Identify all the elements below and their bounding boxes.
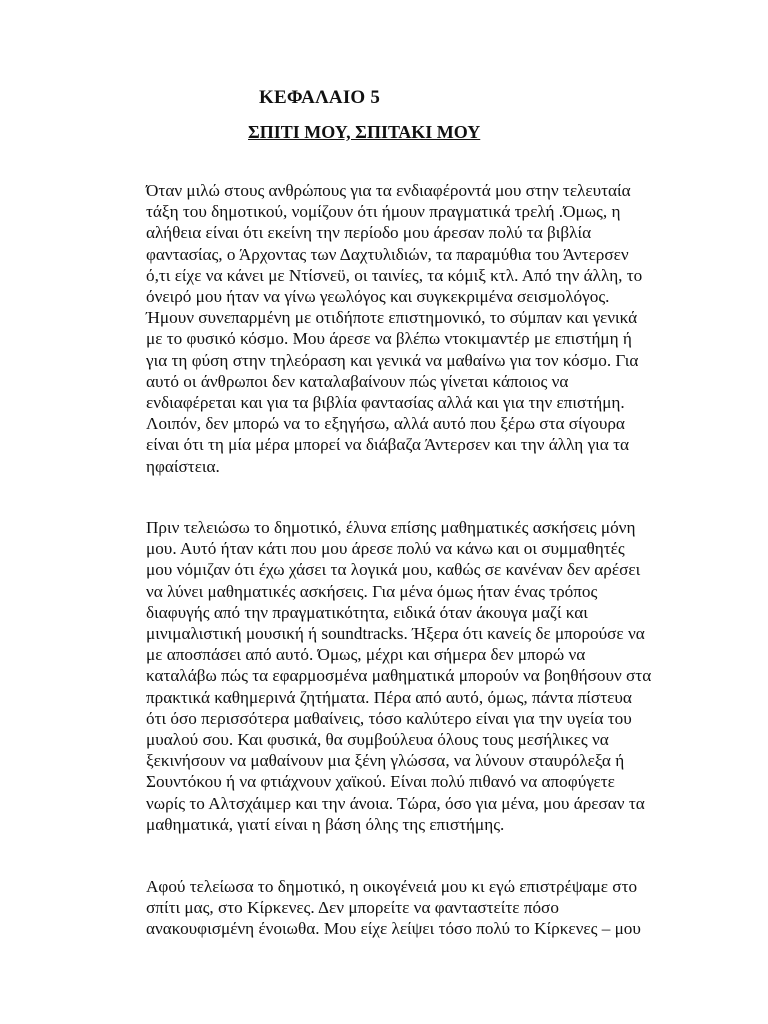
paragraph-line: Λοιπόν, δεν μπορώ να το εξηγήσω, αλλά αυτό που ξέρω στα σίγουρα [146, 414, 625, 434]
paragraph-line: Όταν μιλώ στους ανθρώπους για τα ενδιαφέροντά μου στην τελευταία [146, 181, 631, 200]
paragraph-line: αλήθεια είναι ότι εκείνη την περίοδο μου άρεσαν πολύ τα βιβλία [146, 223, 592, 243]
paragraph-line: όνειρό μου ήταν να γίνω γεωλόγος και συγκεκριμένα σεισμολόγος. [146, 287, 610, 307]
paragraph-line: Αφού τελείωσα το δημοτικό, η οικογένειά μου κι εγώ επιστρέψαμε στο [146, 877, 638, 896]
paragraph-line: σπίτι μας, στο Κίρκενες. Δεν μπορείτε να φανταστείτε πόσο [146, 898, 559, 918]
paragraph-line: Πριν τελειώσω το δημοτικό, έλυνα επίσης μαθηματικές ασκήσεις μόνη [146, 518, 636, 537]
paragraph-line: φαντασίας, ο Άρχοντας των Δαχτυλιδιών, τα παραμύθια του Άντερσεν [146, 244, 629, 264]
paragraph-line: πρακτικά καθημερινά ζητήματα. Πέρα από αυτό, όμως, πάντα πίστευα [146, 687, 632, 707]
paragraph-line: Σουντόκου ή να φτιάχνουν χαϊκού. Είναι πολύ πιθανό να αποφύγετε [146, 772, 615, 792]
paragraph-line: μου. Αυτό ήταν κάτι που μου άρεσε πολύ να κάνω και οι συμμαθητές [146, 539, 625, 559]
paragraph-line: για τη φύση στην τηλεόραση και γενικά να μαθαίνω για τον κόσμο. Για [146, 350, 639, 370]
paragraph-line: μου νόμιζαν ότι έχω χάσει τα λογικά μου, καθώς σε κανέναν δεν αρέσει [146, 560, 641, 580]
paragraph-line: αυτό οι άνθρωποι δεν καταλαβαίνουν πώς γίνεται κάποιος να [146, 371, 569, 391]
paragraph-line: Ήμουν συνεπαρμένη με οτιδήποτε επιστημονικό, το σύμπαν και γενικά [146, 308, 638, 328]
paragraph-line: μαθηματικά, γιατί είναι η βάση όλης της επιστήμης. [146, 814, 505, 834]
chapter-heading: ΚΕΦΑΛΑΙΟ 5 [259, 87, 381, 108]
paragraph-line: ό,τι είχε να κάνει με Ντίσνεϋ, οι ταινίες, τα κόμιξ κτλ. Από την άλλη, το [146, 265, 643, 285]
paragraph-line: διαφυγής από την πραγματικότητα, ειδικά όταν άκουγα μαζί και [146, 602, 588, 622]
paragraph-line: μινιμαλιστική μουσική ή soundtracks. Ήξερα ότι κανείς δε μπορούσε να [146, 624, 645, 644]
paragraph-1 [146, 180, 646, 477]
paragraph-line: είναι ότι τη μία μέρα μπορεί να διάβαζα Άντερσεν και την άλλη για τα [146, 435, 630, 455]
paragraph-line: μυαλού σου. Και φυσικά, θα συμβούλευα όλους τους μεσήλικες να [146, 730, 609, 750]
paragraph-line: νωρίς το Αλτσχάιμερ και την άνοια. Τώρα, όσο για μένα, μου άρεσαν τα [146, 793, 645, 813]
paragraph-3 [146, 876, 646, 940]
paragraph-line: ανακουφισμένη ένοιωθα. Μου είχε λείψει τόσο πολύ το Κίρκενες – μου [146, 919, 641, 939]
paragraph-line: καταλάβω πώς τα εφαρμοσμένα μαθηματικά μπορούν να βοηθήσουν στα [146, 666, 652, 686]
chapter-title: ΣΠΙΤΙ ΜΟΥ, ΣΠΙΤΑΚΙ ΜΟΥ [248, 122, 481, 142]
paragraph-line: να λύνει μαθηματικές ασκήσεις. Για μένα όμως ήταν ένας τρόπος [146, 581, 598, 601]
paragraph-line: τάξη του δημοτικού, νομίζουν ότι ήμουν πραγματικά τρελή .Όμως, η [146, 202, 621, 222]
paragraph-line: ηφαίστεια. [146, 456, 220, 476]
paragraph-2 [146, 517, 652, 835]
paragraph-line: ότι όσο περισσότερα μαθαίνεις, τόσο καλύτερο είναι για την υγεία του [146, 708, 632, 728]
paragraph-line: με αποσπάσει από αυτό. Όμως, μέχρι και σήμερα δεν μπορώ να [146, 645, 586, 665]
paragraph-line: με το φυσικό κόσμο. Μου άρεσε να βλέπω ντοκιμαντέρ με επιστήμη ή [146, 329, 632, 349]
paragraph-line: ξεκινήσουν να μαθαίνουν μια ξένη γλώσσα, να λύνουν σταυρόλεξα ή [146, 751, 625, 771]
paragraph-line: ενδιαφέρεται και για τα βιβλία φαντασίας αλλά και για την επιστήμη. [146, 393, 625, 413]
